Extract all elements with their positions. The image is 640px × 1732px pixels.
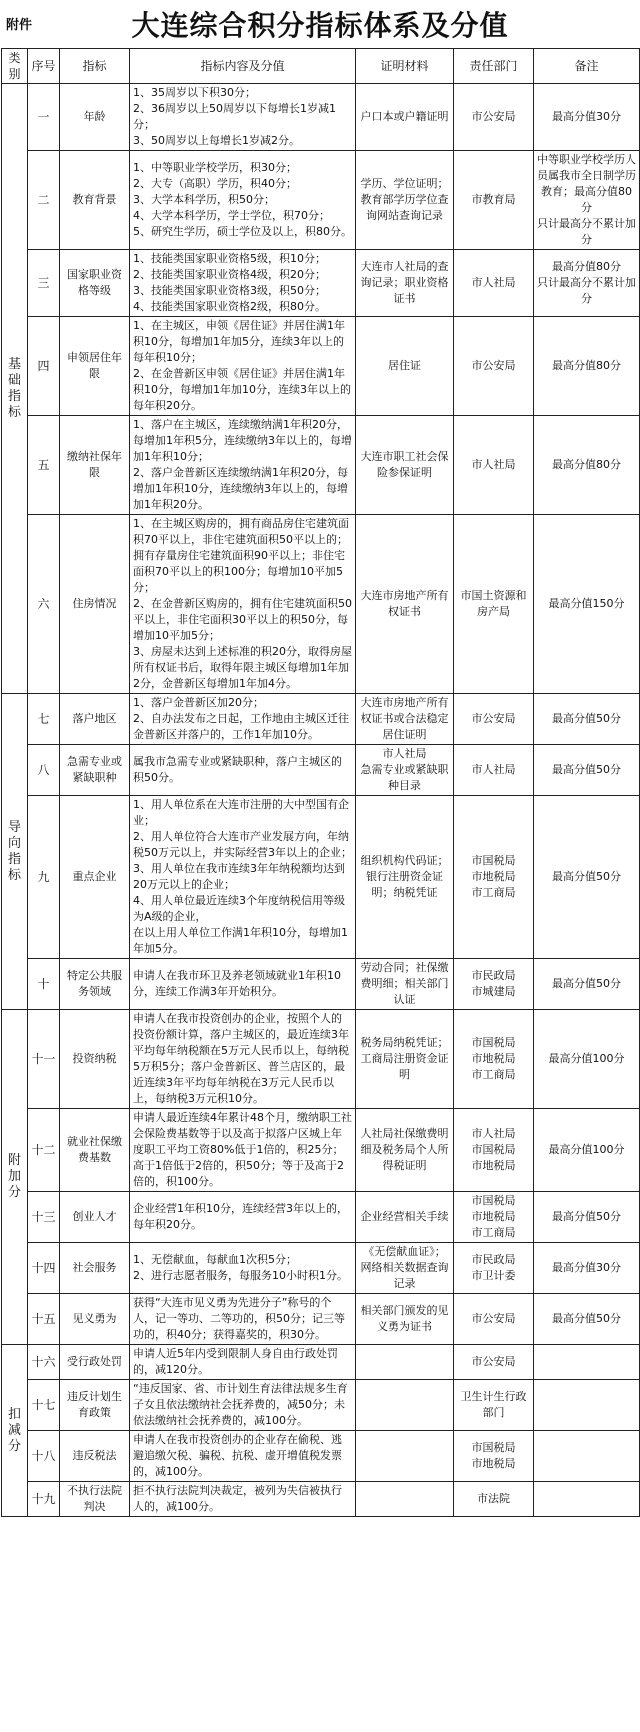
table-row bbox=[2, 694, 640, 745]
table-row bbox=[2, 1294, 640, 1345]
content-cell: 企业经营1年积10分，连续经营3年以上的，每年积20分。 bbox=[130, 1192, 356, 1243]
table-row bbox=[2, 1431, 640, 1482]
seq-cell: 十九 bbox=[28, 1482, 60, 1517]
column-header-dept: 责任部门 bbox=[454, 49, 534, 84]
content-cell: 1、用人单位系在大连市注册的大中型国有企业； 2、用人单位符合大连市产业发展方向，年纳税50万元以上，并实际经营3年以上的企业； 3、用人单位在我市连续3年年纳税额均达到20万元以上的企业； 4、用人单位最近连续3个年度纳税信用等级为A级的企业， 在以上用人单位工作满1年积10分，每增加1年加5分。 bbox=[130, 796, 356, 959]
proof-cell: 《无偿献血证》；网络相关数据查询记录 bbox=[356, 1243, 454, 1294]
dept-cell: 市公安局 bbox=[454, 84, 534, 151]
proof-cell: 学历、学位证明；教育部学历学位查询网站查询记录 bbox=[356, 151, 454, 250]
seq-cell: 十三 bbox=[28, 1192, 60, 1243]
document-header bbox=[0, 0, 640, 48]
category-cell: 导向 指标 bbox=[2, 694, 28, 1010]
table-row bbox=[2, 1380, 640, 1431]
content-cell: 申请人最近连续4年累计48个月，缴纳职工社会保险费基数等于以及高于拟落户区城上年度职工平均工资80%低于1倍的，积25分；高于1倍低于2倍的，积50分；等于及高于2倍的，积100分。 bbox=[130, 1109, 356, 1192]
note-cell bbox=[534, 1431, 640, 1482]
indicator-cell: 重点企业 bbox=[60, 796, 130, 959]
proof-cell: 市人社局 急需专业或紧缺职种目录 bbox=[356, 745, 454, 796]
dept-cell: 市公安局 bbox=[454, 694, 534, 745]
indicator-cell: 特定公共服务领域 bbox=[60, 959, 130, 1010]
indicator-cell: 落户地区 bbox=[60, 694, 130, 745]
proof-cell: 大连市房地产所有权证书或合法稳定居住证明 bbox=[356, 694, 454, 745]
indicator-cell: 不执行法院判决 bbox=[60, 1482, 130, 1517]
proof-cell: 劳动合同；社保缴费明细；相关部门认证 bbox=[356, 959, 454, 1010]
table-header-row bbox=[2, 49, 640, 84]
note-cell: 最高分值80分 bbox=[534, 317, 640, 416]
column-header-content: 指标内容及分值 bbox=[130, 49, 356, 84]
seq-cell: 十七 bbox=[28, 1380, 60, 1431]
column-header-indicator: 指标 bbox=[60, 49, 130, 84]
table-row bbox=[2, 84, 640, 151]
indicator-cell: 社会服务 bbox=[60, 1243, 130, 1294]
note-cell: 最高分值100分 bbox=[534, 1010, 640, 1109]
content-cell: 1、落户金普新区加20分； 2、自办法发布之日起，工作地由主城区迁往金普新区并落户的，工作1年加10分。 bbox=[130, 694, 356, 745]
proof-cell: 户口本或户籍证明 bbox=[356, 84, 454, 151]
content-cell: 获得“大连市见义勇为先进分子”称号的个人，记一等功、二等功的，积50分；记三等功的，积40分；获得嘉奖的，积30分。 bbox=[130, 1294, 356, 1345]
table-row bbox=[2, 515, 640, 694]
table-row bbox=[2, 959, 640, 1010]
dept-cell: 市人社局 bbox=[454, 250, 534, 317]
content-cell: 申请人在我市投资创办的企业，按照个人的投资份额计算，落户主城区的，最近连续3年平均每年纳税额在5万元人民币以上，每纳税5万积5分；落户金普新区、普兰店区的，最近连续3年平均每年纳税在3万元人民币以上，每纳税3万元积10分。 bbox=[130, 1010, 356, 1109]
proof-cell: 大连市人社局的查询记录；职业资格证书 bbox=[356, 250, 454, 317]
note-cell: 最高分值100分 bbox=[534, 1109, 640, 1192]
proof-cell bbox=[356, 1345, 454, 1380]
dept-cell: 市人社局 市国税局 市地税局 bbox=[454, 1109, 534, 1192]
dept-cell: 市教育局 bbox=[454, 151, 534, 250]
proof-cell: 相关部门颁发的见义勇为证书 bbox=[356, 1294, 454, 1345]
seq-cell: 七 bbox=[28, 694, 60, 745]
table-row bbox=[2, 317, 640, 416]
table-row bbox=[2, 1243, 640, 1294]
note-cell: 最高分值80分 bbox=[534, 416, 640, 515]
table-row bbox=[2, 1482, 640, 1517]
seq-cell: 十 bbox=[28, 959, 60, 1010]
note-cell: 最高分值50分 bbox=[534, 959, 640, 1010]
proof-cell: 企业经营相关手续 bbox=[356, 1192, 454, 1243]
note-cell: 最高分值50分 bbox=[534, 1294, 640, 1345]
seq-cell: 八 bbox=[28, 745, 60, 796]
content-cell: 1、落户在主城区，连续缴纳满1年积20分，每增加1年积5分，连续缴纳3年以上的，每增加1年积10分； 2、落户金普新区连续缴纳满1年积20分，每增加1年积10分，连续缴纳3年以上的，每增加1年积20分。 bbox=[130, 416, 356, 515]
note-cell: 最高分值30分 bbox=[534, 1243, 640, 1294]
dept-cell: 市国税局 市地税局 bbox=[454, 1431, 534, 1482]
indicator-cell: 受行政处罚 bbox=[60, 1345, 130, 1380]
indicator-cell: 投资纳税 bbox=[60, 1010, 130, 1109]
indicator-cell: 就业社保缴费基数 bbox=[60, 1109, 130, 1192]
dept-cell: 市公安局 bbox=[454, 1294, 534, 1345]
dept-cell: 市国土资源和房产局 bbox=[454, 515, 534, 694]
indicator-cell: 教育背景 bbox=[60, 151, 130, 250]
seq-cell: 十四 bbox=[28, 1243, 60, 1294]
proof-cell bbox=[356, 1482, 454, 1517]
proof-cell bbox=[356, 1431, 454, 1482]
seq-cell: 十六 bbox=[28, 1345, 60, 1380]
indicator-cell: 见义勇为 bbox=[60, 1294, 130, 1345]
content-cell: 1、在主城区购房的，拥有商品房住宅建筑面积70平以上，非住宅建筑面积50平以上的；拥有存量房住宅建筑面积90平以上；非住宅面积70平以上的积100分；每增加10平加5分； 2、在金普新区购房的，拥有住宅建筑面积50平以上，非住宅面积30平以上的积50分，每增加10平加5分； 3、房屋未达到上述标准的积20分，取得房屋所有权证书后，取得年限主城区每增加1年加2分，金普新区每增加1年加4分。 bbox=[130, 515, 356, 694]
content-cell: 1、中等职业学校学历，积30分； 2、大专（高职）学历，积40分； 3、大学本科学历，积50分； 4、大学本科学历，学士学位，积70分； 5、研究生学历，硕士学位及以上，积80分。 bbox=[130, 151, 356, 250]
table-body bbox=[2, 84, 640, 1517]
proof-cell: 人社局社保缴费明细及税务局个人所得税证明 bbox=[356, 1109, 454, 1192]
indicator-cell: 急需专业或紧缺职种 bbox=[60, 745, 130, 796]
proof-cell: 大连市房地产所有权证书 bbox=[356, 515, 454, 694]
table-row bbox=[2, 796, 640, 959]
seq-cell: 十二 bbox=[28, 1109, 60, 1192]
note-cell: 最高分值50分 bbox=[534, 745, 640, 796]
indicator-cell: 创业人才 bbox=[60, 1192, 130, 1243]
note-cell: 最高分值50分 bbox=[534, 1192, 640, 1243]
note-cell: 最高分值50分 bbox=[534, 694, 640, 745]
table-row bbox=[2, 1109, 640, 1192]
indicator-cell: 违反计划生育政策 bbox=[60, 1380, 130, 1431]
seq-cell: 六 bbox=[28, 515, 60, 694]
dept-cell: 市国税局 市地税局 市工商局 bbox=[454, 1192, 534, 1243]
points-table bbox=[1, 48, 640, 1517]
table-row bbox=[2, 1010, 640, 1109]
dept-cell: 市公安局 bbox=[454, 317, 534, 416]
proof-cell: 大连市职工社会保险参保证明 bbox=[356, 416, 454, 515]
dept-cell: 市国税局 市地税局 市工商局 bbox=[454, 1010, 534, 1109]
note-cell: 最高分值50分 bbox=[534, 796, 640, 959]
seq-cell: 五 bbox=[28, 416, 60, 515]
category-cell: 附 加 分 bbox=[2, 1010, 28, 1345]
attachment-label: 附件 bbox=[6, 18, 33, 33]
category-cell: 基 础 指 标 bbox=[2, 84, 28, 694]
indicator-cell: 住房情况 bbox=[60, 515, 130, 694]
proof-cell: 组织机构代码证；银行注册资金证明；纳税凭证 bbox=[356, 796, 454, 959]
content-cell: “违反国家、省、市计划生育法律法规多生育子女且依法缴纳社会抚养费的，减50分；未依法缴纳社会抚养费的，减100分。 bbox=[130, 1380, 356, 1431]
content-cell: 申请人近5年内受到限制人身自由行政处罚的，减120分。 bbox=[130, 1345, 356, 1380]
seq-cell: 四 bbox=[28, 317, 60, 416]
indicator-cell: 申领居住年限 bbox=[60, 317, 130, 416]
note-cell: 最高分值30分 bbox=[534, 84, 640, 151]
indicator-cell: 年龄 bbox=[60, 84, 130, 151]
column-header-note: 备注 bbox=[534, 49, 640, 84]
column-header-proof: 证明材料 bbox=[356, 49, 454, 84]
table-row bbox=[2, 745, 640, 796]
dept-cell: 市人社局 bbox=[454, 416, 534, 515]
indicator-cell: 违反税法 bbox=[60, 1431, 130, 1482]
content-cell: 属我市急需专业或紧缺职种，落户主城区的积50分。 bbox=[130, 745, 356, 796]
dept-cell: 市国税局 市地税局 市工商局 bbox=[454, 796, 534, 959]
indicator-cell: 缴纳社保年限 bbox=[60, 416, 130, 515]
seq-cell: 九 bbox=[28, 796, 60, 959]
seq-cell: 十八 bbox=[28, 1431, 60, 1482]
seq-cell: 二 bbox=[28, 151, 60, 250]
table-row bbox=[2, 151, 640, 250]
content-cell: 申请人在我市投资创办的企业存在偷税、逃避追缴欠税、骗税、抗税、虚开增值税发票的，减100分。 bbox=[130, 1431, 356, 1482]
content-cell: 1、在主城区，申领《居住证》并居住满1年积10分，每增加1年加5分，连续3年以上的每年积10分； 2、在金普新区申领《居住证》并居住满1年积10分，每增加1年加10分，连续3年以上的每年积20分。 bbox=[130, 317, 356, 416]
table-row bbox=[2, 416, 640, 515]
content-cell: 拒不执行法院判决裁定，被列为失信被执行人的，减100分。 bbox=[130, 1482, 356, 1517]
proof-cell: 税务局纳税凭证；工商局注册资金证明 bbox=[356, 1010, 454, 1109]
dept-cell: 市民政局 市城建局 bbox=[454, 959, 534, 1010]
note-cell: 最高分值80分 只计最高分不累计加分 bbox=[534, 250, 640, 317]
document-title: 大连综合积分指标体系及分值 bbox=[131, 9, 509, 42]
proof-cell: 居住证 bbox=[356, 317, 454, 416]
note-cell bbox=[534, 1482, 640, 1517]
dept-cell: 市人社局 bbox=[454, 745, 534, 796]
table-row bbox=[2, 250, 640, 317]
note-cell bbox=[534, 1345, 640, 1380]
indicator-cell: 国家职业资格等级 bbox=[60, 250, 130, 317]
dept-cell: 卫生计生行政部门 bbox=[454, 1380, 534, 1431]
content-cell: 申请人在我市环卫及养老领域就业1年积10分，连续工作满3年开始积分。 bbox=[130, 959, 356, 1010]
column-header-category: 类别 bbox=[2, 49, 28, 84]
note-cell: 中等职业学校学历人员属我市全日制学历教育；最高分值80分 只计最高分不累计加分 bbox=[534, 151, 640, 250]
seq-cell: 三 bbox=[28, 250, 60, 317]
proof-cell bbox=[356, 1380, 454, 1431]
dept-cell: 市法院 bbox=[454, 1482, 534, 1517]
seq-cell: 十一 bbox=[28, 1010, 60, 1109]
dept-cell: 市民政局 市卫计委 bbox=[454, 1243, 534, 1294]
dept-cell: 市公安局 bbox=[454, 1345, 534, 1380]
seq-cell: 一 bbox=[28, 84, 60, 151]
note-cell: 最高分值150分 bbox=[534, 515, 640, 694]
column-header-seq: 序号 bbox=[28, 49, 60, 84]
note-cell bbox=[534, 1380, 640, 1431]
content-cell: 1、35周岁以下积30分； 2、36周岁以上50周岁以下每增长1岁减1分； 3、50周岁以上每增长1岁减2分。 bbox=[130, 84, 356, 151]
table-row bbox=[2, 1345, 640, 1380]
content-cell: 1、无偿献血，每献血1次积5分； 2、进行志愿者服务，每服务10小时积1分。 bbox=[130, 1243, 356, 1294]
seq-cell: 十五 bbox=[28, 1294, 60, 1345]
category-cell: 扣 减 分 bbox=[2, 1345, 28, 1517]
table-row bbox=[2, 1192, 640, 1243]
content-cell: 1、技能类国家职业资格5级，积10分； 2、技能类国家职业资格4级，积20分； 3、技能类国家职业资格3级，积50分； 4、技能类国家职业资格2级，积80分。 bbox=[130, 250, 356, 317]
